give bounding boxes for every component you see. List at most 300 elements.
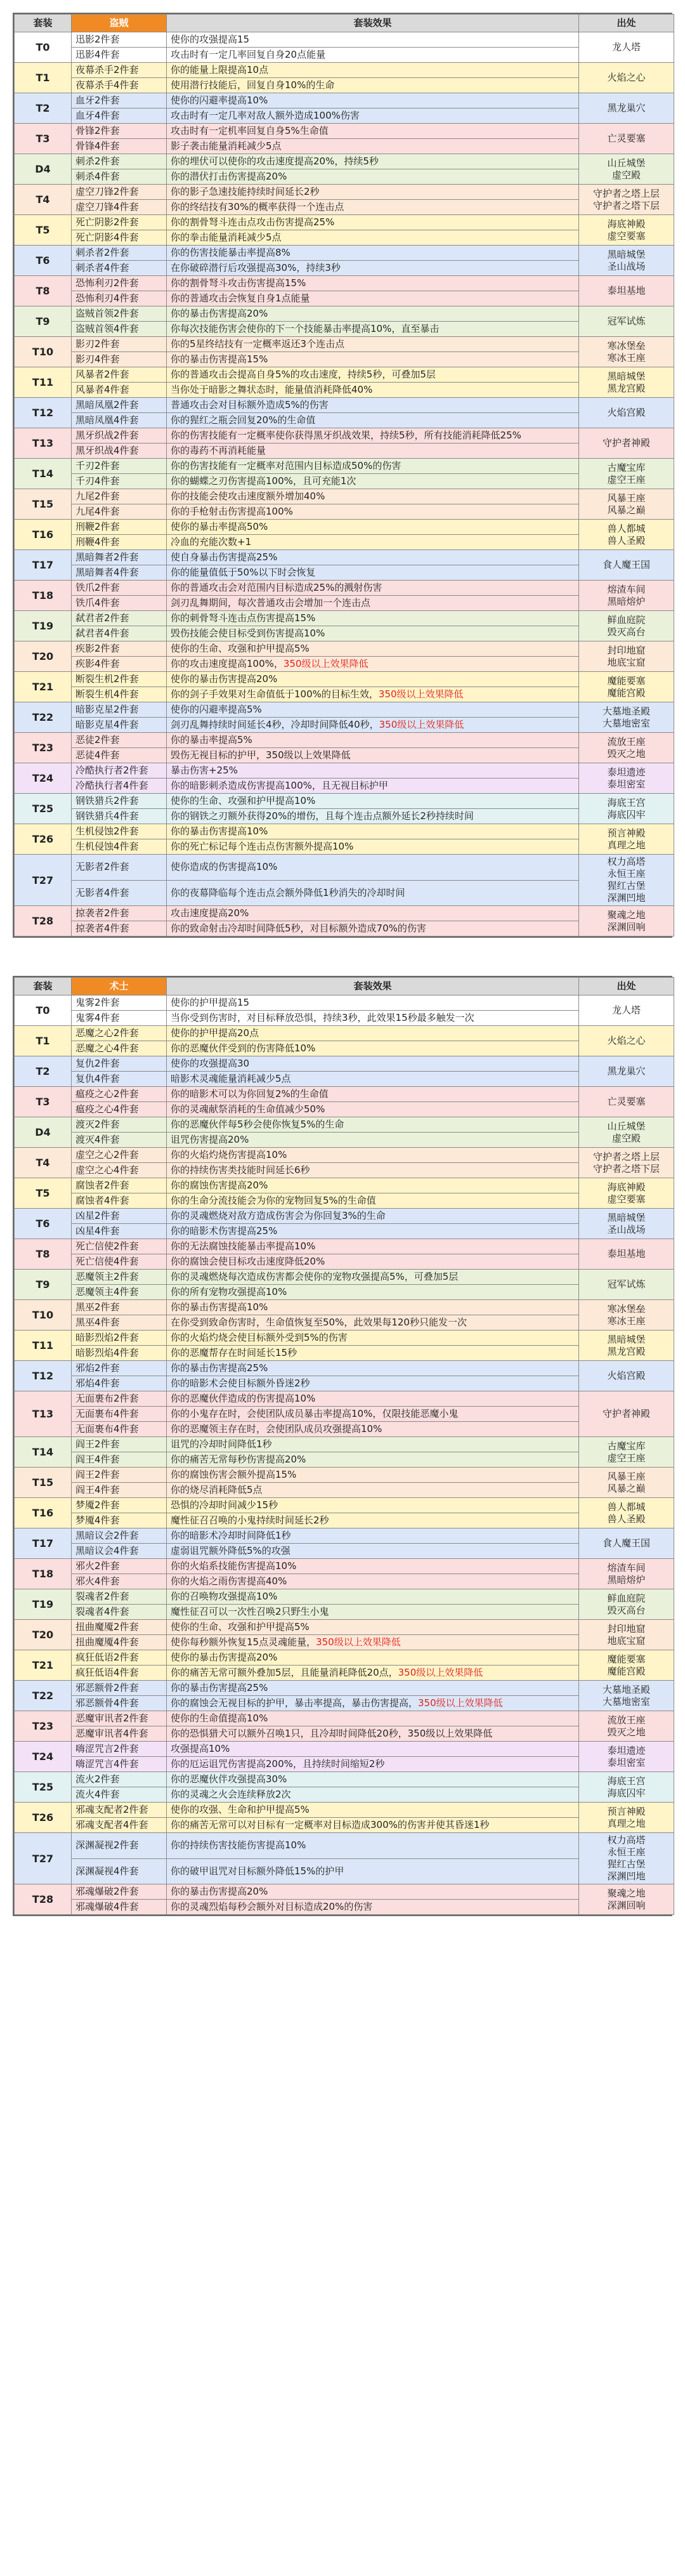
set-effect: 你的普通攻击会对范围内目标造成25%的溅射伤害	[167, 581, 579, 596]
table-row	[15, 763, 674, 779]
table-row	[15, 1193, 674, 1209]
set-name: 裂魂者2件套	[72, 1589, 167, 1605]
tier-label: T1	[15, 63, 72, 93]
set-effect: 使你的闪避率提高10%	[167, 93, 579, 108]
table-row	[15, 1239, 674, 1254]
set-effect: 使你造成的伤害提高10%	[167, 855, 579, 881]
table-row	[15, 1681, 674, 1696]
tier-label: T13	[15, 1391, 72, 1437]
source-location: 古魔宝库 虚空王座	[579, 459, 674, 489]
tier-label: T16	[15, 1498, 72, 1528]
set-name: 虚空之心4件套	[72, 1163, 167, 1178]
source-location: 守护者之塔上层 守护者之塔下层	[579, 185, 674, 215]
set-effect: 你的痛苦无常可额外叠加5层，且能量消耗降低20点，350级以上效果降低	[167, 1666, 579, 1681]
set-name: 骨锋2件套	[72, 124, 167, 139]
tier-label: T25	[15, 794, 72, 824]
set-effect: 影子袭击能量消耗减少5点	[167, 139, 579, 154]
source-location: 古魔宝库 虚空王座	[579, 1437, 674, 1468]
tier-label: T8	[15, 1239, 72, 1270]
table-row	[15, 1133, 674, 1148]
table-row	[15, 1011, 674, 1026]
set-effect: 你的灵魂之火会连续释放2次	[167, 1787, 579, 1803]
set-name: 九尾2件套	[72, 489, 167, 504]
source-location: 预言神殿 真理之地	[579, 824, 674, 855]
set-name: 刺杀者2件套	[72, 246, 167, 261]
tier-label: T13	[15, 428, 72, 459]
table-row	[15, 880, 674, 906]
source-location: 大墓地圣殿 大墓地密室	[579, 702, 674, 733]
set-effect: 你的暗影术冷却时间降低1秒	[167, 1528, 579, 1544]
tables-host	[0, 13, 685, 1916]
set-name: 邪焰4件套	[72, 1376, 167, 1391]
set-name: 影刃4件套	[72, 352, 167, 367]
set-name: 恶魔审讯者2件套	[72, 1711, 167, 1726]
set-effect: 你的手枪射击伤害提高100%	[167, 504, 579, 520]
table-row	[15, 474, 674, 489]
set-name: 铁爪2件套	[72, 581, 167, 596]
source-location: 黑暗城堡 黑龙宫殿	[579, 367, 674, 398]
set-name: 死亡信使2件套	[72, 1239, 167, 1254]
set-name: 千刃4件套	[72, 474, 167, 489]
table-row	[15, 1056, 674, 1072]
set-name: 死亡阴影4件套	[72, 230, 167, 246]
table-row	[15, 1635, 674, 1650]
table-row	[15, 1468, 674, 1483]
tier-label: T22	[15, 1681, 72, 1711]
set-effect: 你的痛苦无常可以对目标有一定概率对目标造成300%的伤害并使其昏迷1秒	[167, 1818, 579, 1833]
source-location: 鲜血庭院 毁灭高台	[579, 611, 674, 641]
set-effect: 你的刺骨弩斗连击点伤害提高15%	[167, 611, 579, 626]
tier-label: T8	[15, 276, 72, 306]
set-effect: 使你的攻强、生命和护甲提高5%	[167, 1803, 579, 1818]
set-effect: 你的所有宠物攻强提高10%	[167, 1285, 579, 1300]
source-location: 封印地窟 地底宝窟	[579, 641, 674, 672]
table-row	[15, 367, 674, 383]
set-effect: 你的割骨弩斗攻击伤害提高15%	[167, 276, 579, 291]
source-location: 预言神殿 真理之地	[579, 1803, 674, 1833]
set-name: 邪恶额骨2件套	[72, 1681, 167, 1696]
set-effect: 你的伤害技能有一定概率使你获得黑牙织战效果，持续5秒，所有技能消耗降低25%	[167, 428, 579, 444]
table-row	[15, 824, 674, 839]
header-set: 套装	[15, 15, 72, 32]
table-row	[15, 550, 674, 565]
table-row	[15, 48, 674, 63]
tier-label: T22	[15, 702, 72, 733]
table-row	[15, 398, 674, 413]
source-location: 权力高塔 永恒王座 猩红古堡 深渊凹地	[579, 1833, 674, 1884]
tier-label: T16	[15, 520, 72, 550]
source-location: 食人魔王国	[579, 550, 674, 581]
table-row	[15, 1148, 674, 1163]
source-location: 泰坦遗迹 泰坦密室	[579, 1742, 674, 1772]
set-effect: 你的恶魔领主存在时，会使团队成员攻强提高10%	[167, 1422, 579, 1437]
source-location: 冠军试炼	[579, 1270, 674, 1300]
table-row	[15, 261, 674, 276]
set-effect: 你的伤害技能暴击率提高8%	[167, 246, 579, 261]
source-location: 食人魔王国	[579, 1528, 674, 1559]
set-name: 黑暗凤凰2件套	[72, 398, 167, 413]
table-row	[15, 1605, 674, 1620]
tier-label: T2	[15, 1056, 72, 1087]
set-name: 复仇2件套	[72, 1056, 167, 1072]
set-effect: 你的暗影术可以为你回复2%的生命值	[167, 1087, 579, 1102]
set-effect: 暴击伤害+25%	[167, 763, 579, 779]
set-effect: 诅咒的冷却时间降低1秒	[167, 1437, 579, 1452]
set-name: 恶徒4件套	[72, 748, 167, 763]
set-name: 凶星4件套	[72, 1224, 167, 1239]
set-effect: 暗影术灵魂能量消耗减少5点	[167, 1072, 579, 1087]
tier-label: T14	[15, 459, 72, 489]
tier-label: T28	[15, 1884, 72, 1915]
tier-label: T17	[15, 550, 72, 581]
set-effect: 你的能量上限提高10点	[167, 63, 579, 78]
table-row	[15, 1407, 674, 1422]
set-name: 疯狂低语4件套	[72, 1666, 167, 1681]
set-name: 风暴者4件套	[72, 383, 167, 398]
table-row	[15, 230, 674, 246]
set-name: 黑暗舞者2件套	[72, 550, 167, 565]
set-name: 疾影2件套	[72, 641, 167, 657]
set-effect: 你的火焰灼烧伤害提高10%	[167, 1148, 579, 1163]
set-name: 恶魔之心2件套	[72, 1026, 167, 1041]
tier-label: T9	[15, 306, 72, 337]
table-row	[15, 93, 674, 108]
set-name: 暗影烈焰2件套	[72, 1331, 167, 1346]
table-row	[15, 246, 674, 261]
set-effect: 你的潜伏打击伤害提高20%	[167, 169, 579, 185]
tier-label: T19	[15, 1589, 72, 1620]
set-effect: 你的暗影刺杀造成伤害提高100%，且无视目标护甲	[167, 779, 579, 794]
table-row	[15, 276, 674, 291]
set-effect: 你的厄运诅咒伤害提高200%，且持续时间缩短2秒	[167, 1757, 579, 1772]
set-effect: 剑刃乱舞持续时间延长4秒，冷却时间降低40秒，350级以上效果降低	[167, 718, 579, 733]
source-location: 寒冰堡垒 寒冰王座	[579, 337, 674, 367]
table-row	[15, 504, 674, 520]
source-location: 兽人都城 兽人圣殿	[579, 1498, 674, 1528]
table-row	[15, 718, 674, 733]
tier-label: D4	[15, 154, 72, 185]
tier-label: T19	[15, 611, 72, 641]
table-row	[15, 32, 674, 48]
source-location: 亡灵要塞	[579, 1087, 674, 1117]
set-effect: 你的恶魔帮存在时间延长15秒	[167, 1346, 579, 1361]
set-effect: 使你的暴击伤害提高20%	[167, 672, 579, 687]
set-name: 黑暗舞者4件套	[72, 565, 167, 581]
set-effect: 使你的护甲提高20点	[167, 1026, 579, 1041]
source-location: 亡灵要塞	[579, 124, 674, 154]
table-row	[15, 1087, 674, 1102]
set-effect: 攻击时有一定几率对敌人额外造成100%伤害	[167, 108, 579, 124]
table-row	[15, 291, 674, 306]
set-name: 九尾4件套	[72, 504, 167, 520]
set-effect: 使自身暴击伤害提高25%	[167, 550, 579, 565]
table-row	[15, 1331, 674, 1346]
table-row	[15, 1833, 674, 1859]
set-effect: 你的暴击伤害提高15%	[167, 352, 579, 367]
set-name: 凶星2件套	[72, 1209, 167, 1224]
set-name: 暗影克星2件套	[72, 702, 167, 718]
set-name: 迅影2件套	[72, 32, 167, 48]
table-row	[15, 489, 674, 504]
table-row	[15, 1254, 674, 1270]
set-effect: 你的普通攻击会提高自身5%的攻击速度，持续5秒，可叠加5层	[167, 367, 579, 383]
set-effect: 使你的护甲提高15	[167, 996, 579, 1011]
set-name: 梦魇4件套	[72, 1513, 167, 1528]
set-name: 盗贼首领2件套	[72, 306, 167, 322]
table-row	[15, 1772, 674, 1787]
tier-label: T12	[15, 1361, 72, 1391]
set-effect: 在你破碎潜行后攻强提高30%，持续3秒	[167, 261, 579, 276]
tier-label: T15	[15, 489, 72, 520]
tier-label: T24	[15, 763, 72, 794]
tier-label: T24	[15, 1742, 72, 1772]
source-location: 泰坦基地	[579, 1239, 674, 1270]
source-location: 山丘城堡 虚空殿	[579, 154, 674, 185]
set-effect: 你的暴击伤害提高10%	[167, 1300, 579, 1315]
set-name: 鬼雾2件套	[72, 996, 167, 1011]
set-name: 恶魔审讯者4件套	[72, 1726, 167, 1742]
set-name: 疯狂低语2件套	[72, 1650, 167, 1666]
set-effect: 你的5星终结技有一定概率返还3个连击点	[167, 337, 579, 352]
set-effect: 你的生命分流技能会为你的宠物回复5%的生命值	[167, 1193, 579, 1209]
table-row	[15, 906, 674, 921]
set-name: 深渊凝视2件套	[72, 1833, 167, 1859]
set-name: 无影者2件套	[72, 855, 167, 881]
header-source: 出处	[579, 15, 674, 32]
tier-label: T9	[15, 1270, 72, 1300]
table-row	[15, 779, 674, 794]
table-row	[15, 1361, 674, 1376]
set-name: 邪魂支配者4件套	[72, 1818, 167, 1833]
source-location: 黑暗城堡 黑龙宫殿	[579, 1331, 674, 1361]
table-row	[15, 748, 674, 763]
set-effect: 你的灵魂烈焰每秒会额外对目标造成20%的伤害	[167, 1900, 579, 1915]
source-location: 黑暗城堡 圣山战场	[579, 246, 674, 276]
set-name: 鬼雾4件套	[72, 1011, 167, 1026]
table-row	[15, 428, 674, 444]
set-effect: 你的灵魂燃烧每次造成伤害都会使你的宠物攻强提高5%，可叠加5层	[167, 1270, 579, 1285]
set-effect: 虚弱诅咒额外降低5%的攻强	[167, 1544, 579, 1559]
set-name: 盗贼首领4件套	[72, 322, 167, 337]
set-effect: 你的普通攻击会恢复自身1点能量	[167, 291, 579, 306]
table-row	[15, 1666, 674, 1681]
source-location: 封印地窟 地底宝窟	[579, 1620, 674, 1650]
set-effect: 你的恶魔伙伴每5秒会使你恢复5%的生命	[167, 1117, 579, 1133]
header-class-name: 盗贼	[72, 15, 167, 32]
set-name: 冷酷执行者2件套	[72, 763, 167, 779]
tier-label: T3	[15, 1087, 72, 1117]
table-row	[15, 565, 674, 581]
source-location: 火焰宫殿	[579, 1361, 674, 1391]
table-row	[15, 78, 674, 93]
set-name: 生机侵蚀4件套	[72, 839, 167, 855]
set-name: 渡灭4件套	[72, 1133, 167, 1148]
table-row	[15, 1072, 674, 1087]
table-row	[15, 1589, 674, 1605]
set-name: 恐怖利刃4件套	[72, 291, 167, 306]
set-effect: 你的恶魔伙伴攻强提高30%	[167, 1772, 579, 1787]
set-name: 嗨涩咒言2件套	[72, 1742, 167, 1757]
set-name: 无面裹布4件套	[72, 1407, 167, 1422]
set-effect: 毁伤技能会使目标受到伤害提高10%	[167, 626, 579, 641]
set-name: 暗影克星4件套	[72, 718, 167, 733]
table-row	[15, 596, 674, 611]
tier-label: T14	[15, 1437, 72, 1468]
set-name: 虚空之心2件套	[72, 1148, 167, 1163]
table-row	[15, 1422, 674, 1437]
tier-label: T11	[15, 367, 72, 398]
tier-label: T17	[15, 1528, 72, 1559]
table-row	[15, 1178, 674, 1193]
set-name: 断裂生机2件套	[72, 672, 167, 687]
table-row	[15, 1346, 674, 1361]
set-name: 无面裹布4件套	[72, 1422, 167, 1437]
table-row	[15, 1574, 674, 1589]
tier-label: T18	[15, 581, 72, 611]
set-effect: 你的腐蚀会使目标攻击速度降低20%	[167, 1254, 579, 1270]
set-name: 流火4件套	[72, 1787, 167, 1803]
source-location: 风暴王座 风暴之巅	[579, 489, 674, 520]
source-location: 权力高塔 永恒王座 猩红古堡 深渊凹地	[579, 855, 674, 906]
set-effect: 你的蝴蝶之刃伤害提高100%，且可充能1次	[167, 474, 579, 489]
table-row	[15, 1437, 674, 1452]
set-effect: 使你每秒额外恢复15点灵魂能量，350级以上效果降低	[167, 1635, 579, 1650]
set-effect: 你的恶魔伙伴造成的伤害提高10%	[167, 1391, 579, 1407]
set-name: 恶魔之心4件套	[72, 1041, 167, 1056]
set-name: 骨锋4件套	[72, 139, 167, 154]
source-location: 流放王座 毁灭之地	[579, 733, 674, 763]
set-name: 刑鞭4件套	[72, 535, 167, 550]
set-name: 邪魂支配者2件套	[72, 1803, 167, 1818]
set-name: 刑鞭2件套	[72, 520, 167, 535]
set-effect: 你的终结技有30%的概率获得一个连击点	[167, 200, 579, 215]
table-row	[15, 1787, 674, 1803]
table-row	[15, 200, 674, 215]
tier-label: T18	[15, 1559, 72, 1589]
table-row	[15, 1900, 674, 1915]
source-location: 龙人塔	[579, 996, 674, 1026]
source-location: 大墓地圣殿 大墓地密室	[579, 1681, 674, 1711]
set-effect: 你的暗影术伤害提高25%	[167, 1224, 579, 1239]
table-row	[15, 1696, 674, 1711]
set-name: 恶魔领主2件套	[72, 1270, 167, 1285]
set-effect: 你的暴击伤害提高20%	[167, 306, 579, 322]
table-row	[15, 672, 674, 687]
source-location: 泰坦遗迹 泰坦密室	[579, 763, 674, 794]
set-name: 虚空刀锋4件套	[72, 200, 167, 215]
set-name: 死亡信使4件套	[72, 1254, 167, 1270]
set-effect: 你的伤害技能有一定概率对范围内目标造成50%的伤害	[167, 459, 579, 474]
set-name: 邪火2件套	[72, 1559, 167, 1574]
set-name: 虚空刀锋2件套	[72, 185, 167, 200]
set-effect: 普通攻击会对目标额外造成5%的伤害	[167, 398, 579, 413]
set-name: 恶魔领主4件套	[72, 1285, 167, 1300]
table-row	[15, 1102, 674, 1117]
header-row	[15, 978, 674, 996]
set-effect: 你的剑子手效果对生命值低于100%的目标生效，350级以上效果降低	[167, 687, 579, 702]
set-effect: 你的暴击伤害提高25%	[167, 1361, 579, 1376]
set-effect: 你的火焰灼烧会使目标额外受到5%的伤害	[167, 1331, 579, 1346]
tier-label: T12	[15, 398, 72, 428]
tier-label: T27	[15, 1833, 72, 1884]
source-location: 聚魂之地 深渊回响	[579, 906, 674, 936]
set-name: 黑暗凤凰4件套	[72, 413, 167, 428]
source-location: 聚魂之地 深渊回响	[579, 1884, 674, 1915]
tier-label: T11	[15, 1331, 72, 1361]
header-source: 出处	[579, 978, 674, 996]
set-name: 复仇4件套	[72, 1072, 167, 1087]
table-row	[15, 1528, 674, 1544]
set-effect: 你的钢铁之刃额外获得20%的增伤，且每个连击点额外延长2秒持续时间	[167, 809, 579, 824]
tier-label: T28	[15, 906, 72, 936]
table-row	[15, 611, 674, 626]
set-name: 邪火4件套	[72, 1574, 167, 1589]
table-row	[15, 1620, 674, 1635]
set-name: 死亡阴影2件套	[72, 215, 167, 230]
set-effect: 你的腐蚀伤害会额外提高15%	[167, 1468, 579, 1483]
set-name: 血牙4件套	[72, 108, 167, 124]
source-location: 火焰宫殿	[579, 398, 674, 428]
tier-label: T6	[15, 1209, 72, 1239]
set-name: 黑暗议会4件套	[72, 1544, 167, 1559]
set-effect: 你的技能会使攻击速度额外增加40%	[167, 489, 579, 504]
set-effect: 冷血的充能次数+1	[167, 535, 579, 550]
set-effect: 你的灵魂燃烧对敌方造成伤害会为你回复3%的生命	[167, 1209, 579, 1224]
set-name: 扭曲魔魇4件套	[72, 1635, 167, 1650]
set-effect: 攻击速度提高20%	[167, 906, 579, 921]
set-effect: 攻击时有一定几率回复自身20点能量	[167, 48, 579, 63]
set-name: 梦魇2件套	[72, 1498, 167, 1513]
table-row	[15, 1163, 674, 1178]
header-set: 套装	[15, 978, 72, 996]
table-row	[15, 322, 674, 337]
set-effect: 你的破甲诅咒对目标额外降低15%的护甲	[167, 1858, 579, 1884]
class-table	[13, 13, 672, 938]
set-name: 黑巫2件套	[72, 1300, 167, 1315]
tier-label: T26	[15, 824, 72, 855]
table-row	[15, 1315, 674, 1331]
tier-label: T10	[15, 1300, 72, 1331]
table-row	[15, 383, 674, 398]
header-row	[15, 15, 674, 32]
set-name: 黑牙织战2件套	[72, 428, 167, 444]
set-effect: 你的火焰系技能伤害提高10%	[167, 1559, 579, 1574]
source-location: 黑龙巢穴	[579, 93, 674, 124]
set-name: 阎王4件套	[72, 1452, 167, 1468]
set-name: 影刃2件套	[72, 337, 167, 352]
table-row	[15, 641, 674, 657]
set-effect: 使你的生命、攻强和护甲提高10%	[167, 794, 579, 809]
set-name: 无面裹布2件套	[72, 1391, 167, 1407]
table-row	[15, 352, 674, 367]
set-effect: 使你的生命、攻强和护甲提高5%	[167, 1620, 579, 1635]
set-effect: 你的恐惧猎犬可以额外召唤1只，且冷却时间降低20秒，350级以上效果降低	[167, 1726, 579, 1742]
table-row	[15, 1513, 674, 1528]
source-location: 兽人都城 兽人圣殿	[579, 520, 674, 550]
source-location: 冠军试炼	[579, 306, 674, 337]
set-effect: 使你的攻强提高30	[167, 1056, 579, 1072]
set-name: 瘟疫之心4件套	[72, 1102, 167, 1117]
table-row	[15, 1041, 674, 1056]
set-name: 风暴者2件套	[72, 367, 167, 383]
source-location: 火焰之心	[579, 1026, 674, 1056]
tier-label: T0	[15, 32, 72, 63]
set-effect: 使用潜行技能后，回复自身10%的生命	[167, 78, 579, 93]
header-effect: 套装效果	[167, 15, 579, 32]
set-name: 扭曲魔魇2件套	[72, 1620, 167, 1635]
header-class-name: 术士	[72, 978, 167, 996]
set-effect: 你的烧尽消耗降低5点	[167, 1483, 579, 1498]
